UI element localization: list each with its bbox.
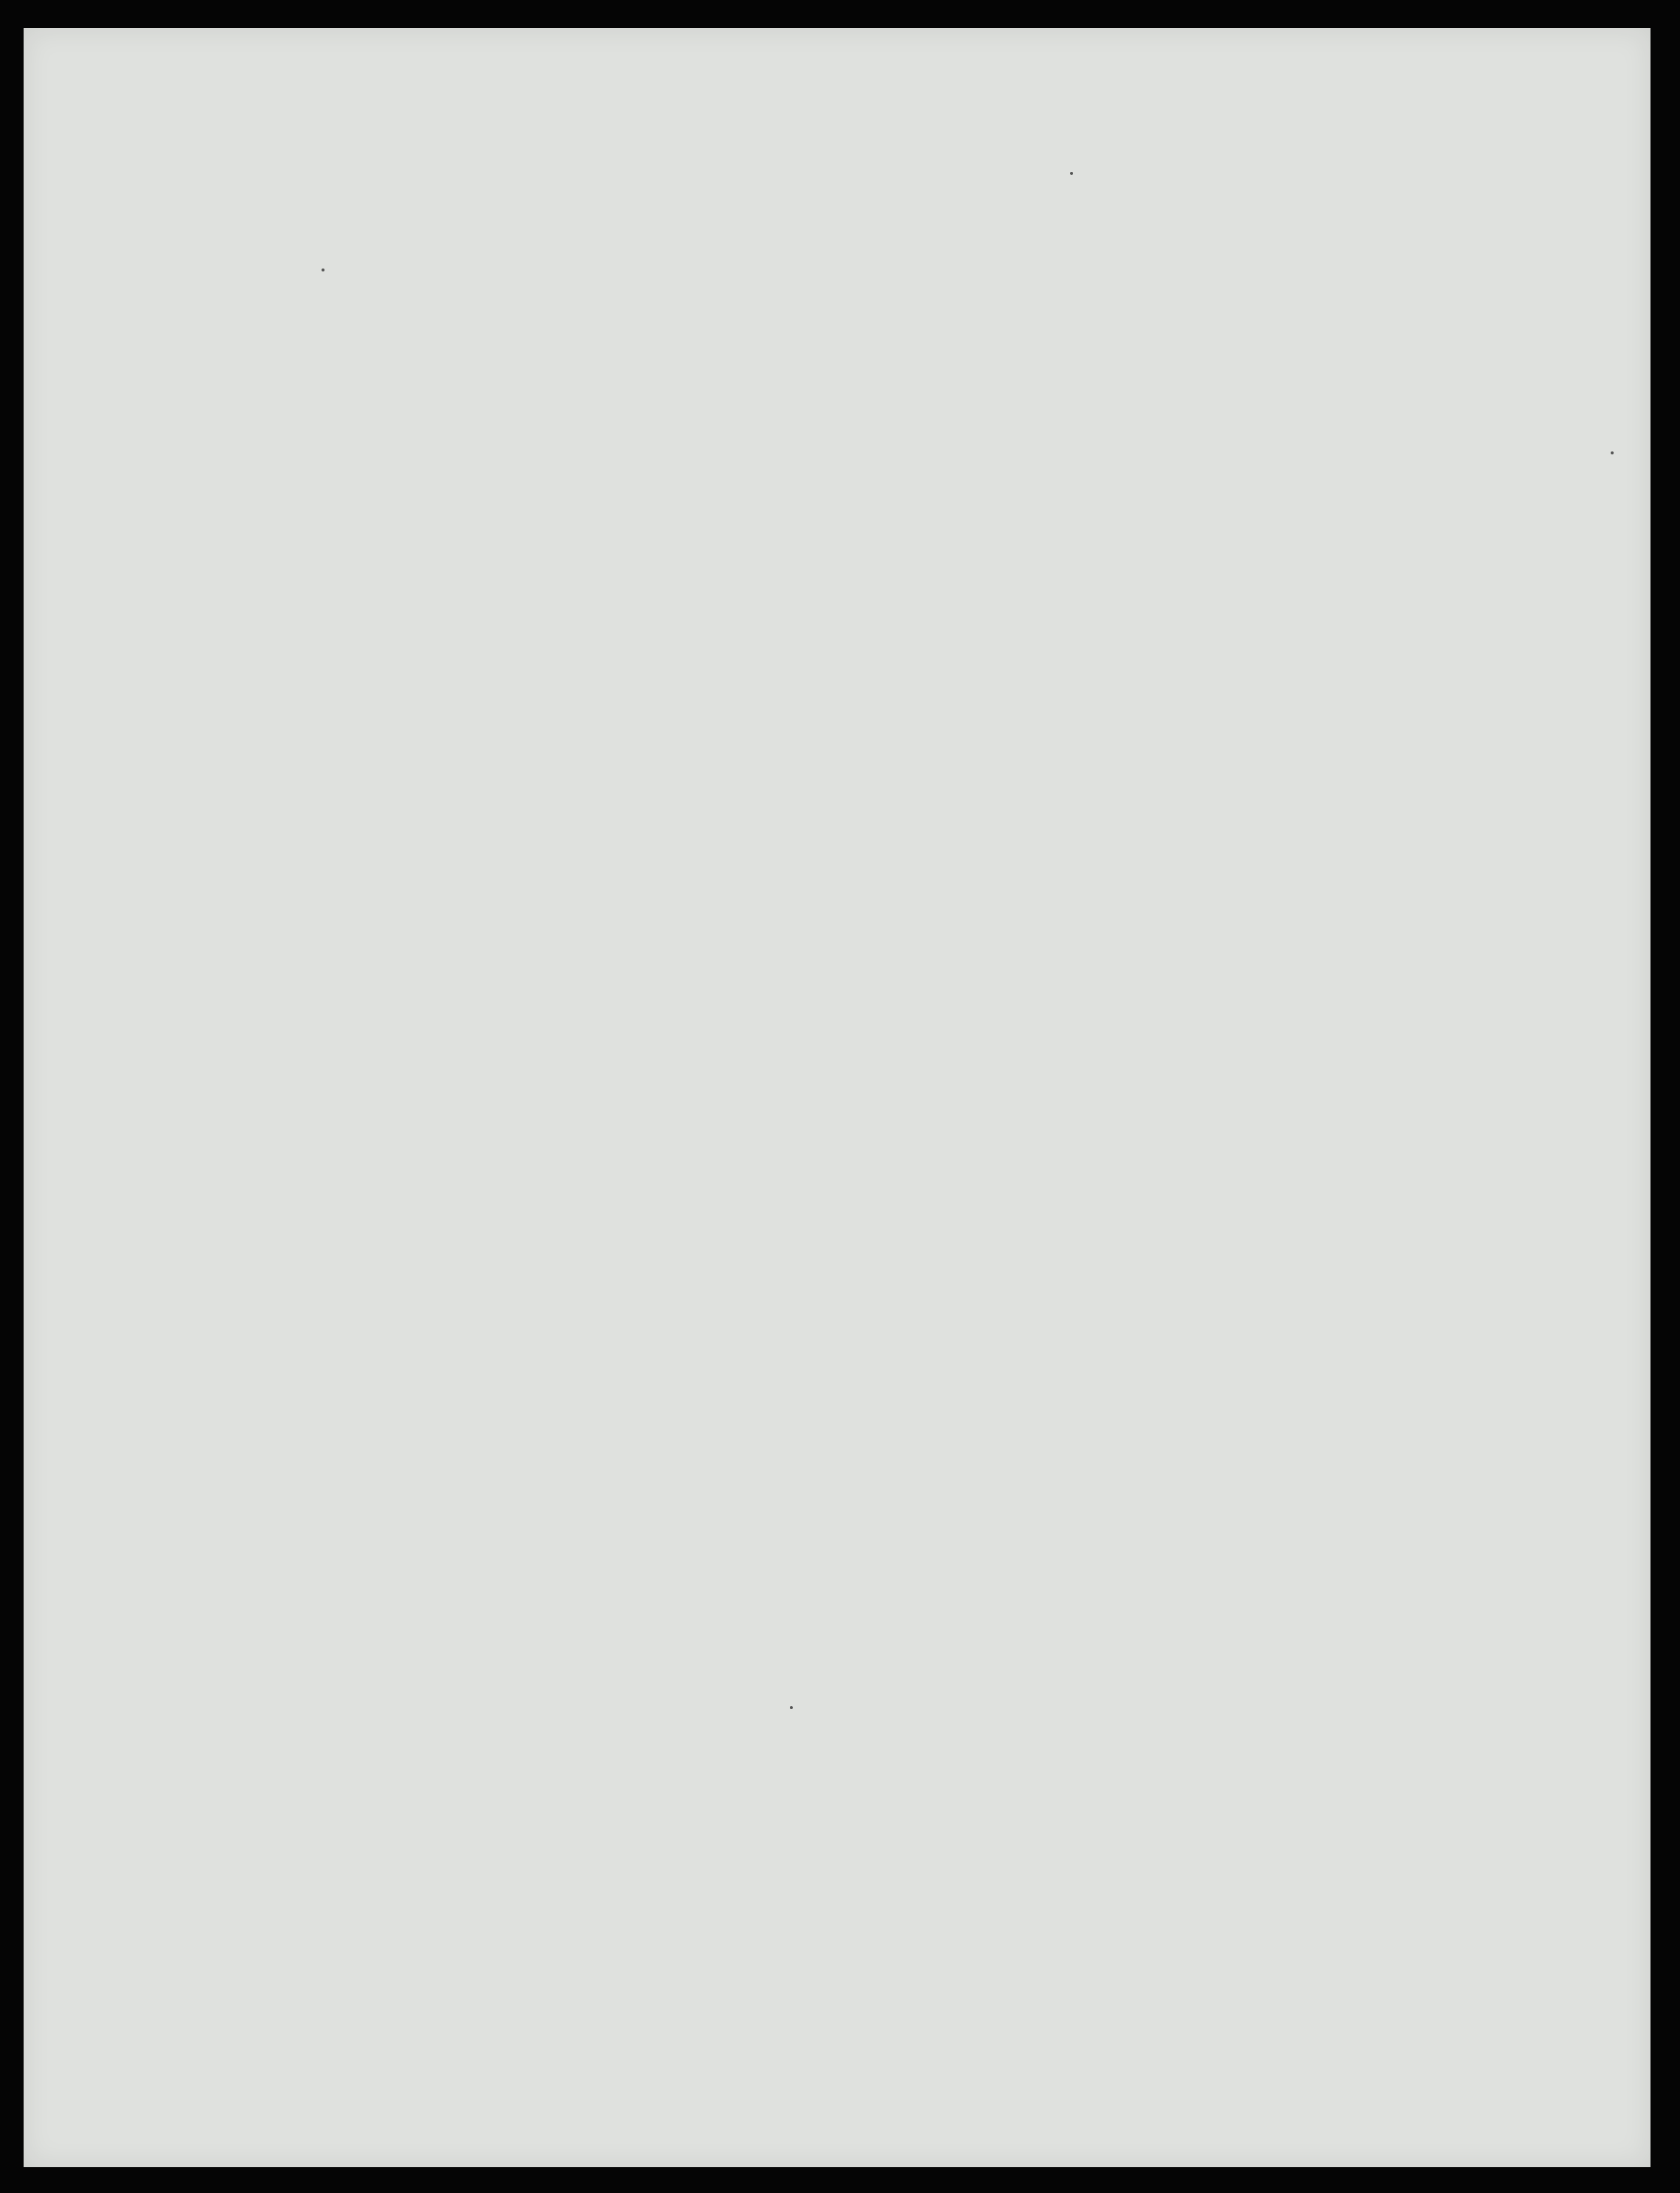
- paper-speck: [1070, 172, 1073, 175]
- paper-speck: [1611, 451, 1614, 454]
- paper-speck: [790, 1706, 793, 1709]
- paper-speck: [322, 269, 324, 271]
